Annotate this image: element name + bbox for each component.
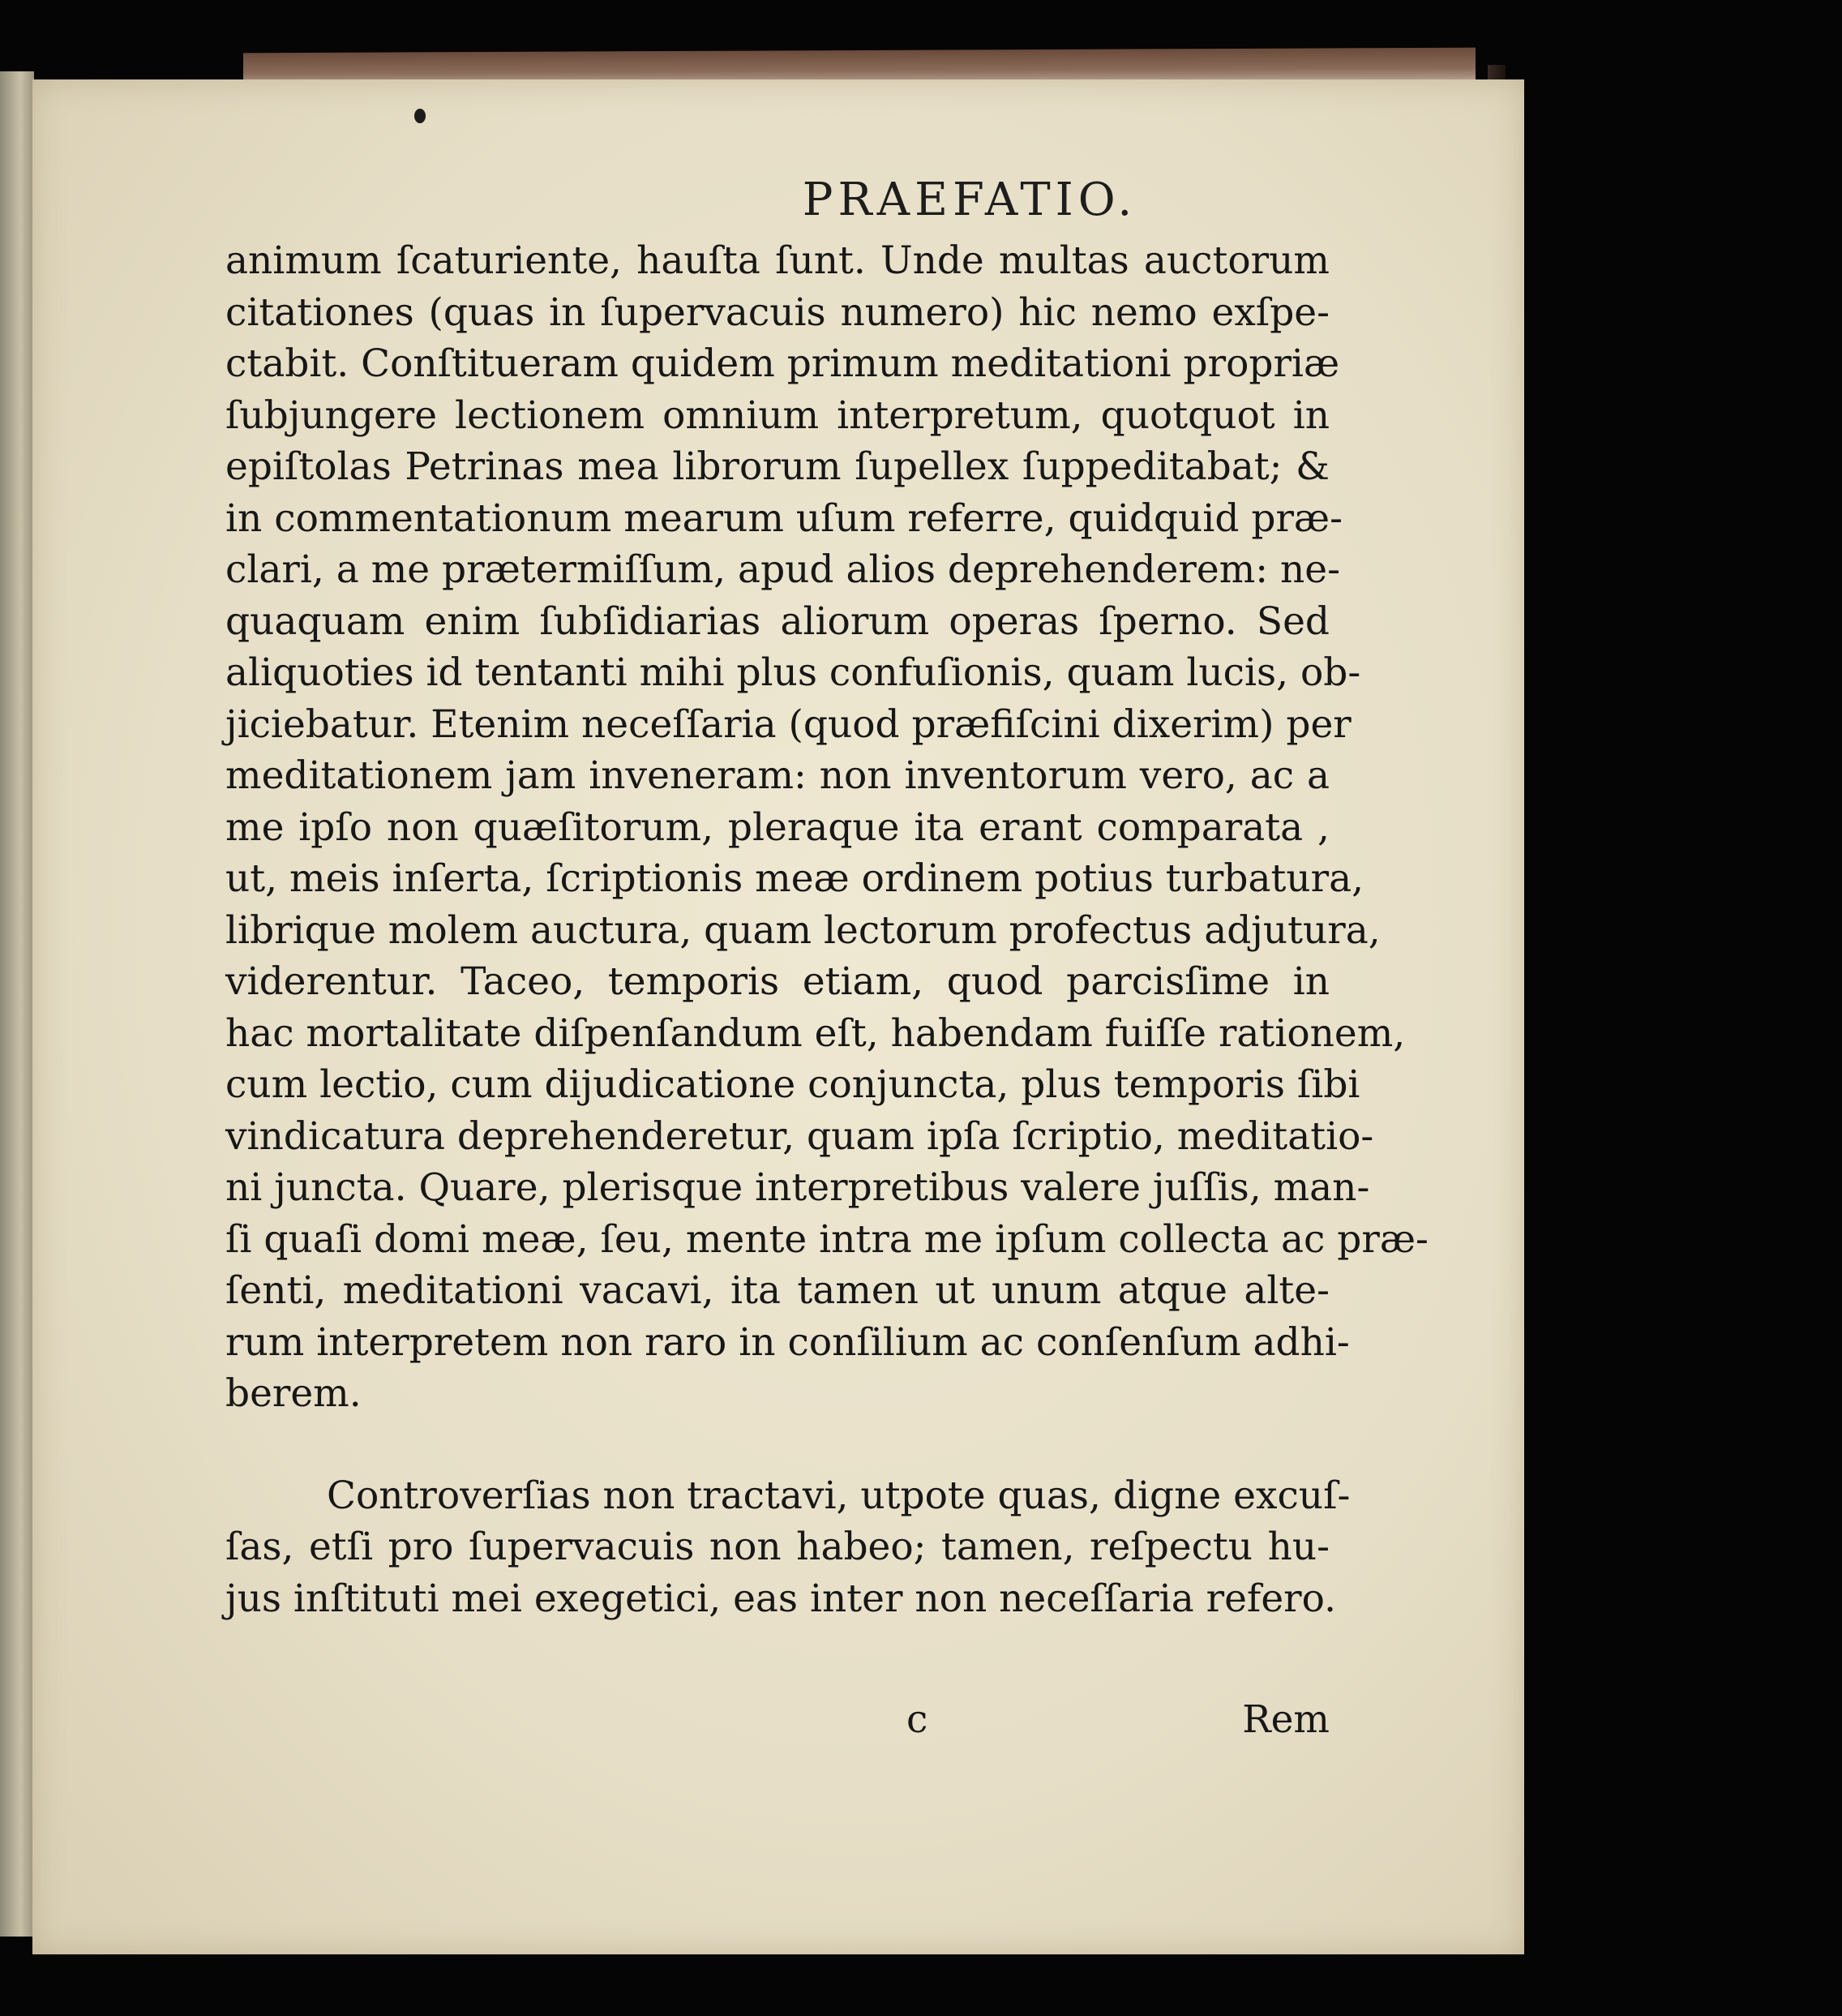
text-line: librique molem auctura, quam lectorum profectus adjutura, xyxy=(225,907,1381,953)
text-line: in commentationum mearum uſum referre, quidquid præ- xyxy=(225,495,1343,541)
text-line: ſi quaſi domi meæ, ſeu, mente intra me ipſum collecta ac præ- xyxy=(225,1216,1429,1262)
text-line: hac mortalitate diſpenſandum eſt, habendam fuiſſe rationem, xyxy=(225,1010,1406,1056)
text-line: Controverſias non tractavi, utpote quas, digne excuſ- xyxy=(327,1473,1351,1518)
text-line: rum interpretem non raro in conſilium ac conſenſum adhi- xyxy=(225,1319,1350,1365)
text-line: cum lectio, cum dijudicatione conjuncta, plus temporis ſibi xyxy=(225,1062,1360,1107)
text-line: ut, meis inſerta, ſcriptionis meæ ordinem potius turbatura, xyxy=(225,856,1364,901)
running-head: PRAEFATIO. xyxy=(802,174,1137,226)
text-line: meditationem jam inveneram: non inventorum vero, ac a xyxy=(225,753,1330,798)
text-line: me ipſo non quæſitorum, pleraque ita erant comparata , xyxy=(225,804,1330,850)
text-line: citationes (quas in ſupervacuis numero) hic nemo exſpe- xyxy=(225,290,1330,335)
body-text xyxy=(225,235,1429,1624)
text-line: aliquoties id tentanti mihi plus confuſionis, quam lucis, ob- xyxy=(225,650,1361,695)
ink-dot xyxy=(414,109,426,123)
paragraph xyxy=(225,235,1429,1420)
text-line: ni juncta. Quare, plerisque interpretibus valere juſſis, man- xyxy=(225,1165,1370,1210)
text-line: jiciebatur. Etenim neceſſaria (quod præfiſcini dixerim) per xyxy=(225,701,1352,747)
signature-mark: c xyxy=(906,1697,928,1742)
text-line: vindicatura deprehenderetur, quam ipſa ſcriptio, meditatio- xyxy=(225,1113,1374,1159)
page-edge-left xyxy=(0,71,34,1937)
text-line: animum ſcaturiente, hauſta ſunt. Unde multas auctorum xyxy=(225,238,1330,283)
text-line: viderentur. Taceo, temporis etiam, quod parcisſime in xyxy=(225,959,1330,1004)
text-line: berem. xyxy=(225,1371,362,1416)
text-line: quaquam enim ſubſidiarias aliorum operas ſperno. Sed xyxy=(225,598,1330,644)
text-line: ctabit. Conſtitueram quidem primum meditationi propriæ xyxy=(225,341,1340,386)
catchword: Rem xyxy=(1242,1697,1330,1742)
text-line: clari, a me prætermiſſum, apud alios deprehenderem: ne- xyxy=(225,547,1341,592)
paragraph-gap xyxy=(225,1420,1330,1470)
catchline xyxy=(225,1697,1330,1748)
paragraph xyxy=(225,1470,1351,1625)
text-line: jus inſtituti mei exegetici, eas inter non neceſſaria refero. xyxy=(225,1576,1337,1621)
text-line: epiſtolas Petrinas mea librorum ſupellex ſuppeditabat; & xyxy=(225,444,1330,489)
text-line: ſenti, meditationi vacavi, ita tamen ut unum atque alte- xyxy=(225,1268,1330,1313)
text-line: ſas, etſi pro ſupervacuis non habeo; tamen, reſpectu hu- xyxy=(225,1525,1330,1569)
text-line: ſubjungere lectionem omnium interpretum, quotquot in xyxy=(225,392,1330,438)
